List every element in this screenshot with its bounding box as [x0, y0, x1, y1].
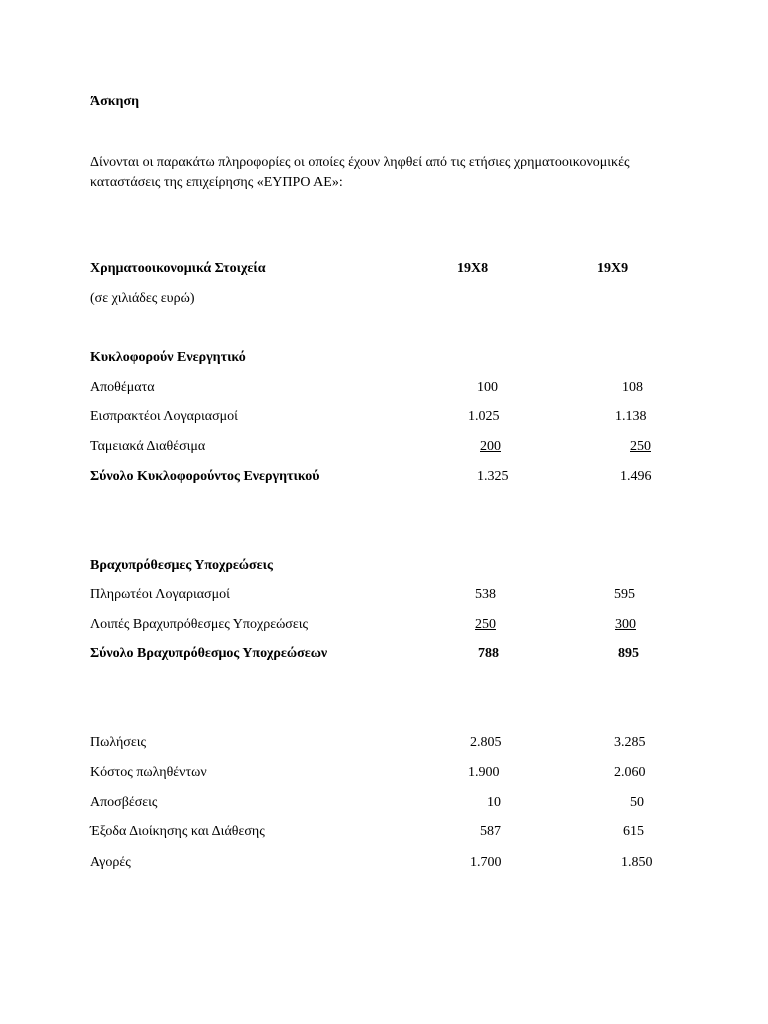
row-label: Εισπρακτέοι Λογαριασμοί [90, 409, 238, 424]
section-heading-current-liabilities: Βραχυπρόθεσμες Υποχρεώσεις [90, 558, 273, 573]
total-value-19x9: 895 [618, 646, 639, 661]
row-value-19x9: 300 [615, 617, 636, 632]
row-label: Έξοδα Διοίκησης και Διάθεσης [90, 824, 265, 839]
row-label: Αγορές [90, 855, 131, 870]
row-value-19x9: 1.138 [615, 409, 647, 424]
total-label-current-assets: Σύνολο Κυκλοφορούντος Ενεργητικού [90, 469, 320, 484]
column-header-19x8: 19Χ8 [457, 261, 489, 276]
row-value-19x8: 100 [477, 380, 498, 395]
row-value-19x8: 1.900 [468, 765, 500, 780]
table-header-label: Χρηματοοικονομικά Στοιχεία [90, 261, 266, 276]
row-value-19x8: 2.805 [470, 735, 502, 750]
row-label: Λοιπές Βραχυπρόθεσμες Υποχρεώσεις [90, 617, 309, 632]
row-value-19x9: 595 [614, 587, 635, 602]
total-value-19x8: 788 [478, 646, 499, 661]
row-value-19x9: 50 [630, 795, 644, 810]
exercise-title: Άσκηση [90, 94, 140, 109]
row-label: Αποσβέσεις [90, 795, 158, 810]
row-value-19x8: 1.700 [470, 855, 502, 870]
row-label: Ταμειακά Διαθέσιμα [90, 439, 206, 454]
row-value-19x9: 250 [630, 439, 651, 454]
row-label: Κόστος πωληθέντων [90, 765, 207, 780]
row-value-19x9: 108 [622, 380, 643, 395]
row-value-19x8: 587 [480, 824, 501, 839]
row-label: Πληρωτέοι Λογαριασμοί [90, 587, 230, 602]
row-value-19x9: 3.285 [614, 735, 646, 750]
row-label: Αποθέματα [90, 380, 155, 395]
section-heading-current-assets: Κυκλοφορούν Ενεργητικό [90, 350, 246, 365]
intro-paragraph: Δίνονται οι παρακάτω πληροφορίες οι οποίες έχουν ληφθεί από τις ετήσιες χρηματοοικονομικές καταστάσεις της επιχείρησης «ΕΥΠΡΟ ΑΕ»: [90, 155, 630, 190]
row-value-19x8: 200 [480, 439, 501, 454]
total-value-19x8: 1.325 [477, 469, 509, 484]
row-value-19x8: 250 [475, 617, 496, 632]
row-value-19x8: 538 [475, 587, 496, 602]
column-header-19x9: 19Χ9 [597, 261, 629, 276]
units-note: (σε χιλιάδες ευρώ) [90, 291, 195, 306]
row-value-19x8: 10 [487, 795, 501, 810]
total-label-current-liabilities: Σύνολο Βραχυπρόθεσμος Υποχρεώσεων [90, 646, 328, 661]
row-value-19x9: 1.850 [621, 855, 653, 870]
total-value-19x9: 1.496 [620, 469, 652, 484]
row-label: Πωλήσεις [90, 735, 147, 750]
row-value-19x9: 2.060 [614, 765, 646, 780]
row-value-19x8: 1.025 [468, 409, 500, 424]
row-value-19x9: 615 [623, 824, 644, 839]
